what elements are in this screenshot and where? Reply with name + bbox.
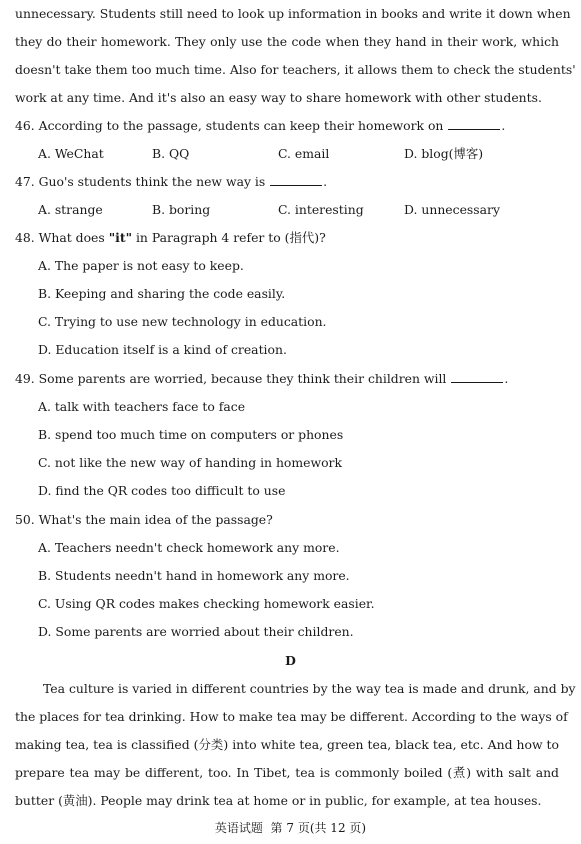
option-a: A. Teachers needn't check homework any more. [38,540,340,555]
passage-line: unnecessary. Students still need to look up information in books and write it down when [15,6,571,21]
option-c: C. email [278,146,330,161]
option-b: B. Keeping and sharing the code easily. [38,286,286,301]
option-a: A. The paper is not easy to keep. [38,258,244,273]
question-49-end: . [504,371,509,386]
option-b: B. QQ [152,146,190,161]
question-47-options [38,202,558,218]
passage-line: butter (黄油). People may drink tea at home or in public, for example, at tea houses. [15,793,542,808]
passage-line: prepare tea may be different, too. In Tibet, tea is commonly boiled (煮) with salt and [15,765,559,780]
answer-blank [270,174,322,186]
option-d: D. Some parents are worried about their children. [38,624,354,639]
passage-line: doesn't take them too much time. Also for teachers, it allows them to check the students' [15,62,576,77]
passage-line: they do their homework. They only use the code when they hand in their work, which [15,34,559,49]
option-c: C. interesting [278,202,364,217]
question-49-text: 49. Some parents are worried, because they think their children will [15,371,447,386]
option-a: A. WeChat [38,146,104,161]
question-48-stem [15,230,326,246]
option-d: D. Education itself is a kind of creation. [38,342,287,357]
question-46-text: 46. According to the passage, students can keep their homework on [15,118,444,133]
question-46-options [38,146,558,162]
passage-line: the places for tea drinking. How to make tea may be different. According to the ways of [15,709,568,724]
option-a: A. strange [38,202,103,217]
passage-line: Tea culture is varied in different countries by the way tea is made and drunk, and by [43,681,576,696]
answer-blank [451,371,503,383]
question-47-stem [15,174,327,190]
question-48-keyword: "it" [108,230,133,245]
option-c: C. Trying to use new technology in education. [38,314,327,329]
passage-line: work at any time. And it's also an easy way to share homework with other students. [15,90,542,105]
option-b: B. spend too much time on computers or phones [38,427,344,442]
question-49-stem [15,371,508,387]
option-d: D. blog(博客) [404,146,484,161]
option-c: C. Using QR codes makes checking homework easier. [38,596,375,611]
option-c: C. not like the new way of handing in homework [38,455,342,470]
option-a: A. talk with teachers face to face [38,399,246,414]
option-b: B. boring [152,202,211,217]
option-d: D. unnecessary [404,202,500,217]
option-d: D. find the QR codes too difficult to use [38,483,286,498]
question-47-text: 47. Guo's students think the new way is [15,174,266,189]
answer-blank [448,118,500,130]
question-50-stem: 50. What's the main idea of the passage? [15,512,273,527]
question-48-text-end: in Paragraph 4 refer to (指代)? [132,230,326,245]
section-heading: D [285,653,296,668]
question-48-text: 48. What does [15,230,109,245]
option-b: B. Students needn't hand in homework any more. [38,568,350,583]
question-46-stem [15,118,505,134]
page-footer: 英语试题 第 7 页(共 12 页) [214,821,367,835]
question-46-end: . [501,118,506,133]
question-47-end: . [323,174,328,189]
passage-line: making tea, tea is classified (分类) into white tea, green tea, black tea, etc. And how to [15,737,559,752]
